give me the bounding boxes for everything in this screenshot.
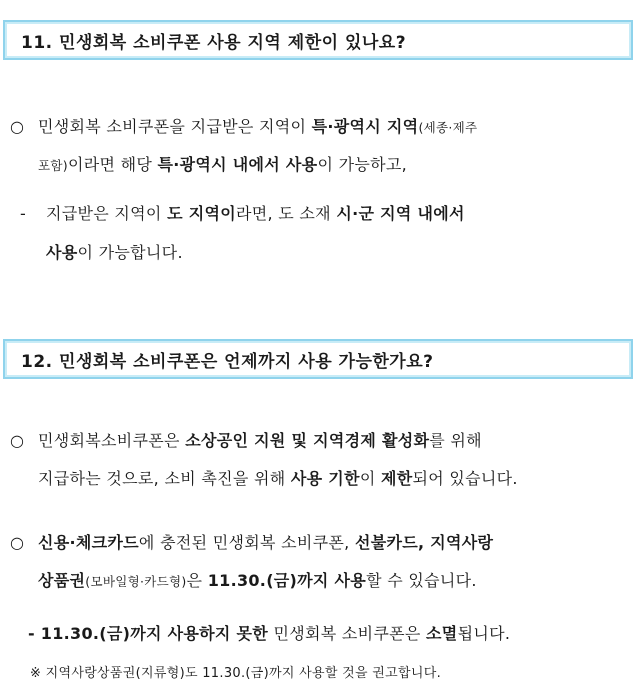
circle-bullet: ○: [10, 117, 25, 136]
q12-answer-1-line-1: ○ 민생회복소비쿠폰은 소상공인 지원 및 지역경제 활성화를 위해: [10, 431, 482, 450]
q12-answer-1-line-2: 지급하는 것으로, 소비 촉진을 위해 사용 기한이 제한되어 있습니다.: [38, 469, 518, 488]
q12-answer-2-line-1: ○ 신용·체크카드에 충전된 민생회복 소비쿠폰, 선불카드, 지역사랑: [10, 533, 494, 552]
q11-answer-2-line-1: - 지급받은 지역이 도 지역이라면, 도 소재 시·군 지역 내에서: [20, 204, 465, 223]
question-11-box: [3, 20, 633, 60]
q11-answer-1-line-2: 포함)이라면 해당 특·광역시 내에서 사용이 가능하고,: [38, 155, 407, 174]
circle-bullet: ○: [10, 431, 25, 450]
q11-answer-2-line-2: 사용이 가능합니다.: [46, 243, 183, 262]
dash-bullet: -: [20, 204, 27, 223]
q12-answer-2-line-2: 상품권(모바일형·카드형)은 11.30.(금)까지 사용할 수 있습니다.: [38, 571, 477, 590]
question-11-title: 11. 민생회복 소비쿠폰 사용 지역 제한이 있나요?: [21, 32, 407, 53]
question-12-box: [3, 339, 633, 379]
circle-bullet: ○: [10, 533, 25, 552]
q12-answer-3: - 11.30.(금)까지 사용하지 못한 민생회복 소비쿠폰은 소멸됩니다.: [28, 624, 511, 643]
q12-note: ※ 지역사랑상품권(지류형)도 11.30.(금)까지 사용할 것을 권고합니다.: [30, 666, 442, 681]
q11-answer-1-line-1: ○ 민생회복 소비쿠폰을 지급받은 지역이 특·광역시 지역(세종·제주: [10, 117, 478, 136]
question-12-title: 12. 민생회복 소비쿠폰은 언제까지 사용 가능한가요?: [21, 351, 434, 372]
